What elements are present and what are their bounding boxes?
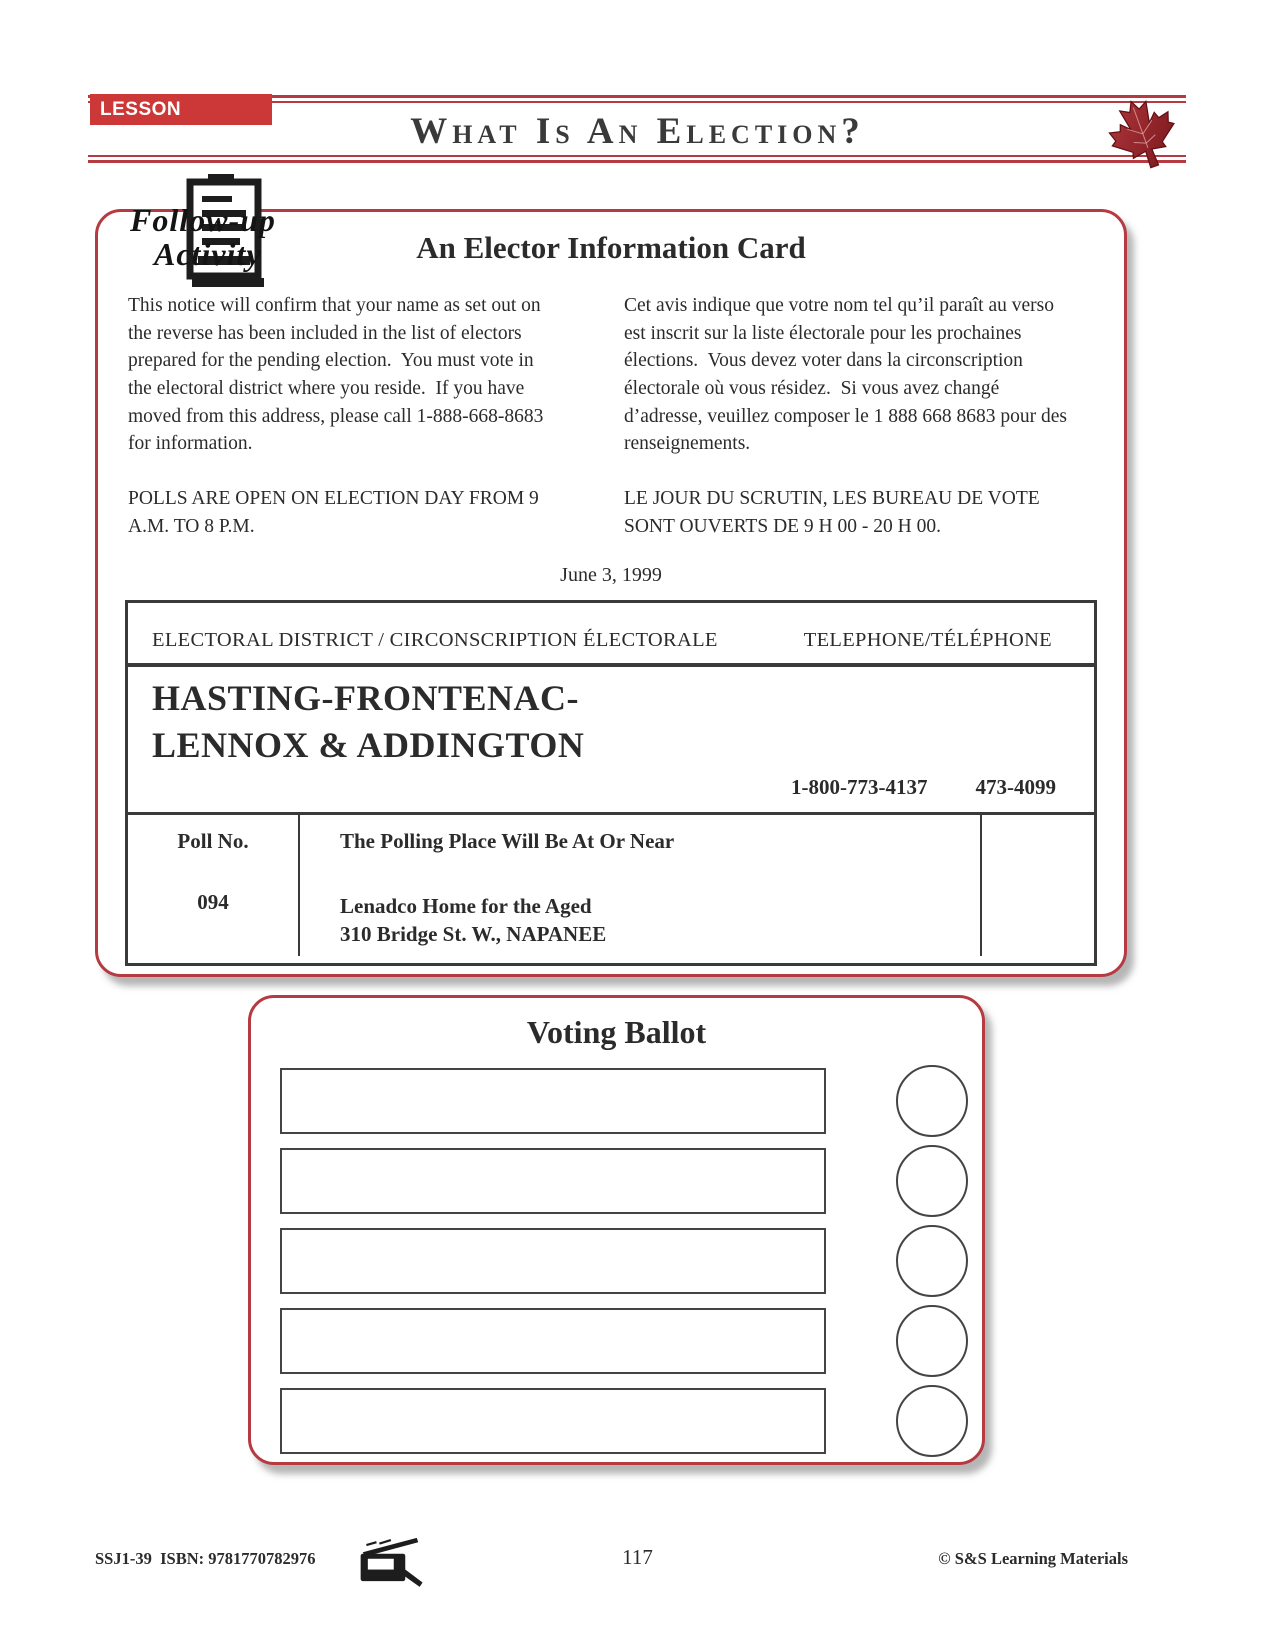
french-column (624, 292, 1080, 541)
vote-mark-circle (896, 1065, 968, 1137)
candidate-name-box (280, 1148, 826, 1214)
polling-place-cell (300, 815, 982, 956)
polling-place-street: 310 Bridge St. W., NAPANEE (340, 922, 607, 947)
ballot-row (251, 1141, 982, 1221)
ballot-title: Voting Ballot (526, 1014, 707, 1050)
poll-number-label: Poll No. (177, 829, 249, 853)
header-rule-bottom-thick (88, 160, 1186, 163)
ballot-row (251, 1061, 982, 1141)
notice-text-french: Cet avis indique que votre nom tel qu’il paraît au verso est inscrit sur la liste électorale pour les prochaines élections. Vous devez voter dans la circonscription électorale où vous résidez. Si vous avez changé d’adresse, veuillez composer le 1 888 668 8683 pour des renseignements. (624, 295, 1072, 455)
poll-number-cell (128, 815, 300, 956)
election-date: June 3, 1999 (560, 564, 662, 586)
telephone-header-label: TELEPHONE/TÉLÉPHONE (803, 628, 1052, 651)
telephone-numbers (791, 775, 1056, 800)
ballot-rows (251, 1061, 982, 1461)
page-title: What Is An Election? (410, 111, 865, 152)
lesson-badge: LESSON SEVENTEEN: (90, 94, 272, 125)
footer-copyright: © S&S Learning Materials (938, 1549, 1128, 1568)
ballot-row (251, 1301, 982, 1381)
polls-open-text-english: POLLS ARE OPEN ON ELECTION DAY FROM 9 A.M. TO 8 P.M. (128, 488, 543, 537)
empty-cell (982, 815, 1094, 956)
vote-mark-circle (896, 1145, 968, 1217)
polling-place-address (340, 892, 980, 949)
district-name-line2: LENNOX & ADDINGTON (152, 724, 585, 765)
maple-leaf-icon (1103, 96, 1185, 162)
poll-number-value: 094 (197, 890, 229, 914)
page-number: 117 (622, 1545, 653, 1569)
ballot-row (251, 1381, 982, 1461)
candidate-name-box (280, 1308, 826, 1374)
elector-card-title: An Elector Information Card (416, 230, 806, 265)
footer-isbn: SSJ1-39 ISBN: 9781770782976 (95, 1549, 316, 1568)
vote-mark-circle (896, 1225, 968, 1297)
candidate-name-box (280, 1388, 826, 1454)
district-name-line1: HASTING-FRONTENAC- (152, 678, 580, 718)
vote-mark-circle (896, 1305, 968, 1377)
follow-up-activity-stamp (130, 166, 315, 296)
stamp-text-line1: Follow-up (130, 202, 276, 238)
table-header-row (128, 603, 1094, 667)
stamp-text-line2: Activity (154, 236, 262, 272)
english-column (128, 292, 552, 541)
candidate-name-box (280, 1068, 826, 1134)
ballot-row (251, 1221, 982, 1301)
candidate-name-box (280, 1228, 826, 1294)
district-name (128, 667, 1094, 769)
vote-mark-circle (896, 1385, 968, 1457)
polling-place-label: The Polling Place Will Be At Or Near (340, 829, 675, 853)
elector-card-body (128, 292, 1100, 541)
poll-row (128, 815, 1094, 956)
district-row (128, 667, 1094, 815)
voting-ballot-card (248, 995, 985, 1465)
electoral-district-table (125, 600, 1097, 966)
notice-text-english: This notice will confirm that your name as set out on the reverse has been included in the list of electors prepared for the pending election. You must vote in the electoral district where you reside. If you have moved from this address, please call 1-888-668-8683 for information. (128, 295, 549, 455)
header-rule-bottom-thin (88, 155, 1186, 157)
polling-place-name: Lenadco Home for the Aged (340, 894, 592, 918)
polls-open-text-french: LE JOUR DU SCRUTIN, LES BUREAU DE VOTE SONT OUVERTS DE 9 H 00 - 20 H 00. (624, 488, 1045, 537)
elector-information-card (95, 209, 1127, 977)
phone-tollfree: 1-800-773-4137 (791, 775, 928, 799)
phone-local: 473-4099 (975, 775, 1056, 799)
district-header-label: ELECTORAL DISTRICT / CIRCONSCRIPTION ÉLECTORALE (152, 628, 718, 651)
